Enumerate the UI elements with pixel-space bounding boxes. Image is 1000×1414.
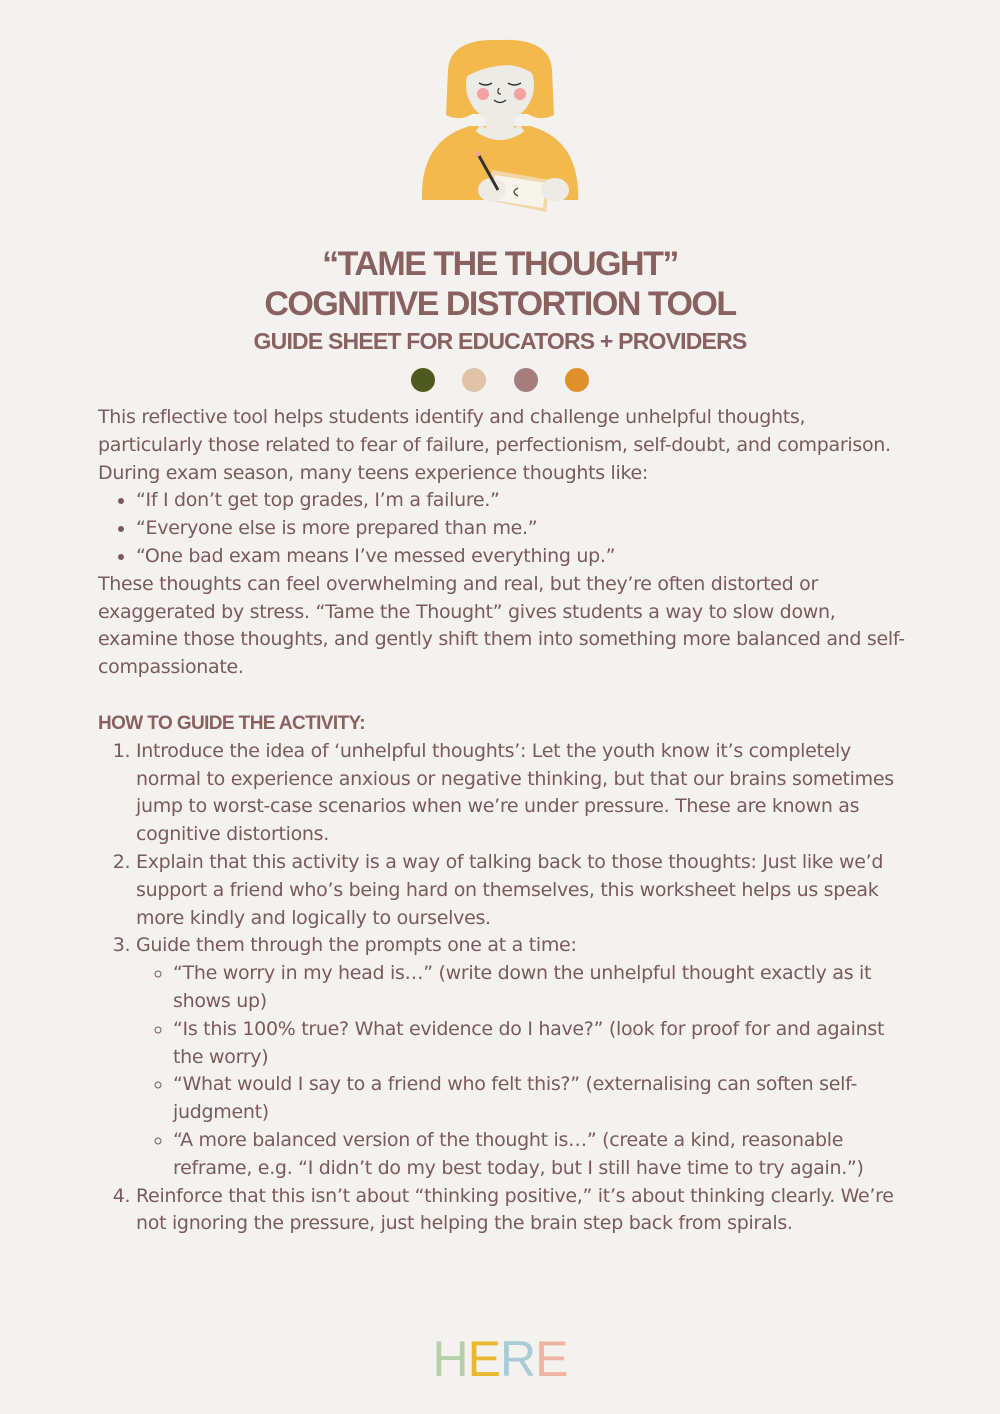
prompt-item: ◦ “The worry in my head is…” (write down the unhelpful thought exactly as it shows up) bbox=[173, 960, 908, 1016]
explanation-paragraph: These thoughts can feel overwhelming and real, but they’re often distorted or exaggerated by stress. “Tame the Thought” gives students a way to slow down, examine those thoughts, and gently shift them into something more balanced and self-compassionate. bbox=[98, 572, 905, 679]
subtitle: GUIDE SHEET FOR EDUCATORS + PROVIDERS bbox=[253, 328, 747, 354]
example-thought: • “Everyone else is more prepared than me.” bbox=[136, 515, 908, 543]
example-thought: • “One bad exam means I’ve messed everything up.” bbox=[136, 543, 908, 571]
color-dot bbox=[462, 368, 486, 392]
logo-letter: H bbox=[432, 1331, 468, 1387]
prompt-item: ◦ “What would I say to a friend who felt this?” (externalising can soften self-judgment) bbox=[173, 1071, 908, 1127]
journaling-girl-illustration bbox=[400, 30, 600, 230]
example-thoughts-list bbox=[98, 487, 908, 570]
color-dots bbox=[0, 368, 1000, 396]
prompt-item: ◦ “A more balanced version of the thought is…” (create a kind, reasonable reframe, e.g. “I didn’t do my best today, but I still have time to try again.”) bbox=[173, 1127, 908, 1183]
guide-step bbox=[136, 932, 908, 1182]
title-block bbox=[0, 244, 1000, 355]
here-logo bbox=[0, 1330, 1000, 1388]
title-line-2: COGNITIVE DISTORTION TOOL bbox=[264, 285, 736, 323]
intro-paragraph: This reflective tool helps students identify and challenge unhelpful thoughts, particularly those related to fear of failure, perfectionism, self-doubt, and comparison. During exam season, many teens experience thoughts like: bbox=[98, 406, 891, 484]
color-dot bbox=[411, 368, 435, 392]
guide-step-text: Guide them through the prompts one at a time: bbox=[136, 934, 577, 957]
logo-letter: E bbox=[467, 1331, 500, 1387]
prompt-item: ◦ “Is this 100% true? What evidence do I have?” (look for proof for and against the worry) bbox=[173, 1016, 908, 1072]
main-content bbox=[98, 404, 908, 1238]
guide-step: 1. Introduce the idea of ‘unhelpful thoughts’: Let the youth know it’s completely normal to experience anxious or negative thinking, but that our brains sometimes jump to worst-case scenarios when we’re under pressure. These are known as cognitive distortions. bbox=[136, 738, 908, 849]
section-heading: HOW TO GUIDE THE ACTIVITY: bbox=[98, 712, 365, 734]
logo-letter: E bbox=[535, 1331, 568, 1387]
guide-step: 2. Explain that this activity is a way of talking back to those thoughts: Just like we’d support a friend who’s being hard on themselves, this worksheet helps us speak more kindly and logically to ourselves. bbox=[136, 849, 908, 932]
example-thought: • “If I don’t get top grades, I’m a failure.” bbox=[136, 487, 908, 515]
color-dot bbox=[565, 368, 589, 392]
guide-step: 4. Reinforce that this isn’t about “thinking positive,” it’s about thinking clearly. We’re not ignoring the pressure, just helping the brain step back from spirals. bbox=[136, 1183, 908, 1239]
guide-steps-list bbox=[98, 738, 908, 1238]
logo-letter: R bbox=[500, 1331, 536, 1387]
title-line-1: “TAME THE THOUGHT” bbox=[322, 245, 678, 283]
color-dot bbox=[514, 368, 538, 392]
prompts-list bbox=[136, 960, 908, 1182]
